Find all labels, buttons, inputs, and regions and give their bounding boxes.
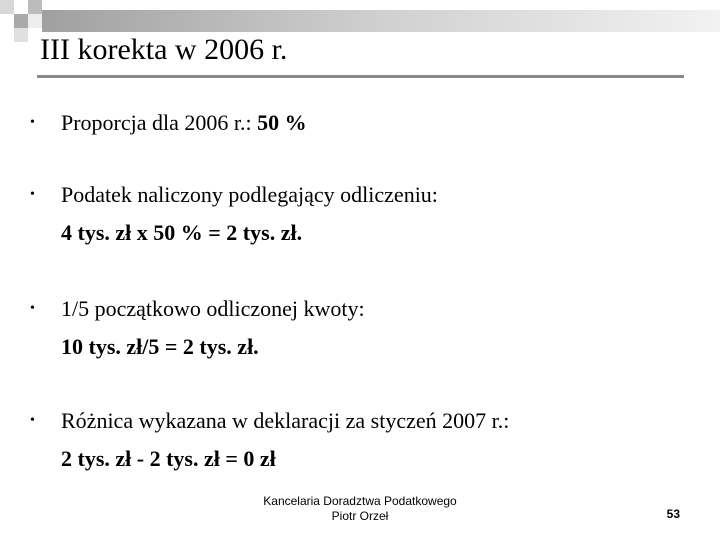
bullet-dot: • bbox=[30, 187, 35, 202]
title-rule bbox=[37, 75, 684, 78]
proportion-label: Proporcja dla 2006 r.: bbox=[61, 110, 258, 135]
bullet-heading: Podatek naliczony podlegający odliczeniu: bbox=[61, 182, 438, 207]
bullet-calculation: 10 tys. zł/5 = 2 tys. zł. bbox=[61, 334, 259, 359]
bullet-heading: 1/5 początkowo odliczonej kwoty: bbox=[61, 296, 365, 321]
footer-org-line2: Piotr Orzeł bbox=[331, 509, 389, 523]
footer-organization bbox=[200, 494, 520, 524]
bullet-dot: • bbox=[30, 301, 35, 316]
bullet-dot: • bbox=[30, 115, 35, 130]
bullet-dot: • bbox=[30, 413, 35, 428]
footer-org-line1: Kancelaria Doradztwa Podatkowego bbox=[263, 494, 457, 508]
bullet-calculation: 4 tys. zł x 50 % = 2 tys. zł. bbox=[61, 220, 303, 245]
bullet-calculation: 2 tys. zł - 2 tys. zł = 0 zł bbox=[61, 446, 276, 471]
slide-title: III korekta w 2006 r. bbox=[40, 33, 288, 66]
page-number: 53 bbox=[666, 507, 680, 521]
proportion-value: 50 % bbox=[257, 110, 307, 135]
bullet-text bbox=[61, 110, 307, 136]
bullet-heading: Różnica wykazana w deklaracji za styczeń 2007 r.: bbox=[61, 408, 510, 433]
